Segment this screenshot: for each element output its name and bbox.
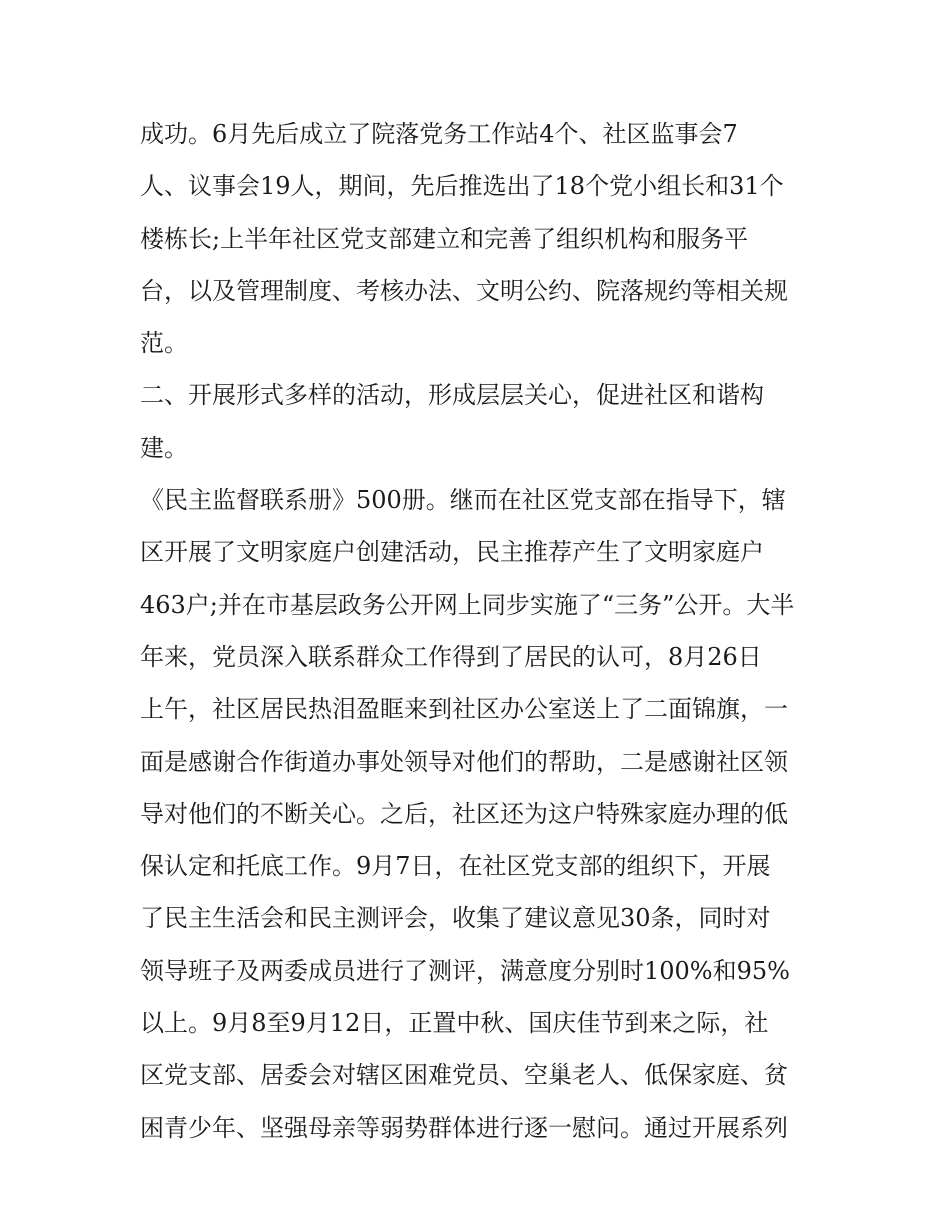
text-line: 台，以及管理制度、考核办法、文明公约、院落规约等相关规 xyxy=(140,276,788,305)
text-line: 困青少年、坚强母亲等弱势群体进行逐一慰问。通过开展系列 xyxy=(140,1113,788,1142)
section-heading: 建。 xyxy=(140,433,188,462)
text-line: 范。 xyxy=(140,329,188,358)
text-line: 《民主监督联系册》500册。继而在社区党支部在指导下，辖 xyxy=(140,486,786,515)
text-line: 区开展了文明家庭户创建活动，民主推荐产生了文明家庭户 xyxy=(140,538,764,567)
text-line: 了民主生活会和民主测评会，收集了建议意见30条，同时对 xyxy=(140,904,771,933)
text-line: 年来，党员深入联系群众工作得到了居民的认可，8月26日 xyxy=(140,642,762,671)
text-line: 463户;并在市基层政务公开网上同步实施了“三务”公开。大半 xyxy=(140,590,795,619)
text-line: 领导班子及两委成员进行了测评，满意度分别时100%和95% xyxy=(140,956,790,985)
text-line: 保认定和托底工作。9月7日，在社区党支部的组织下，开展 xyxy=(140,852,771,881)
text-line: 成功。6月先后成立了院落党务工作站4个、社区监事会7 xyxy=(140,120,738,148)
text-line: 以上。9月8至9月12日，正置中秋、国庆佳节到来之际，社 xyxy=(140,1009,769,1038)
text-line: 区党支部、居委会对辖区困难党员、空巢老人、低保家庭、贫 xyxy=(140,1061,788,1090)
text-line: 上午，社区居民热泪盈眶来到社区办公室送上了二面锦旗，一 xyxy=(140,695,788,724)
text-line: 导对他们的不断关心。之后，社区还为这户特殊家庭办理的低 xyxy=(140,799,788,828)
text-line: 楼栋长;上半年社区党支部建立和完善了组织机构和服务平 xyxy=(140,224,749,253)
section-heading: 二、开展形式多样的活动，形成层层关心，促进社区和谐构 xyxy=(140,381,764,410)
text-line: 人、议事会19人，期间，先后推选出了18个党小组长和31个 xyxy=(140,172,784,201)
document-body xyxy=(140,108,830,1154)
text-line: 面是感谢合作街道办事处领导对他们的帮助，二是感谢社区领 xyxy=(140,747,788,776)
